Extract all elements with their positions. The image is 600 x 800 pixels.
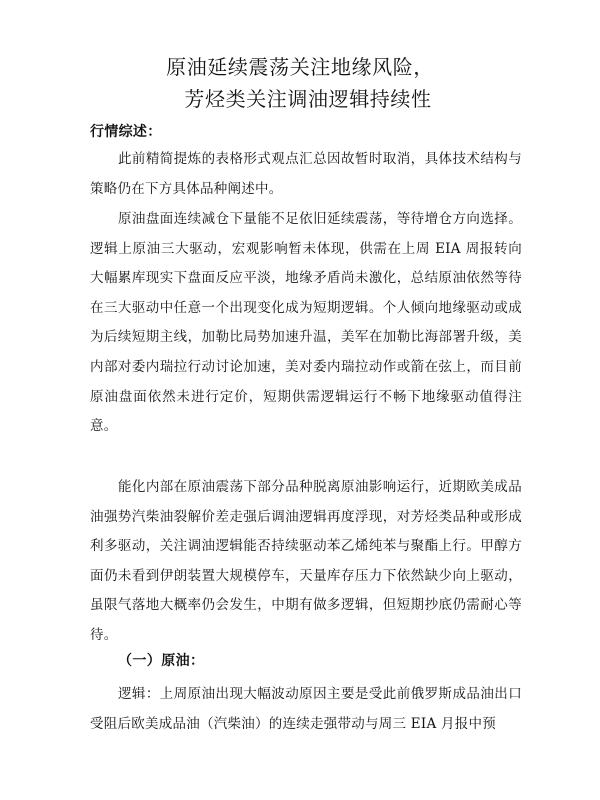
paragraph-intro: 此前精简提炼的表格形式观点汇总因故暂时取消，具体技术结构与策略仍在下方具体品种阐述中。: [90, 151, 522, 197]
document-title-line-1: 原油延续震荡关注地缘风险，: [166, 55, 434, 79]
document-title-line-2: 芳烃类关注调油逻辑持续性: [184, 87, 432, 111]
sub-heading-crude-oil: （一）原油：: [118, 653, 205, 669]
paragraph-crude-oil-logic: 逻辑：上周原油出现大幅波动原因主要是受此前俄罗斯成品油出口受阻后欧美成品油（汽柴油）的连续走强带动与周三 EIA 月报中预: [90, 686, 522, 732]
paragraph-crude-oil-overview: 原油盘面连续减仓下量能不足依旧延续震荡，等待增仓方向选择。逻辑上原油三大驱动，宏观影响暂未体现，供需在上周 EIA 周报转向大幅累库现实下盘面反应平淡，地缘矛盾尚未激化，总结原油依然等待在三大驱动中任意一个出现变化成为短期逻辑。个人倾向地缘驱动或成为后续短期主线，加勒比局势加速升温，美军在加勒比海部署升级，美内部对委内瑞拉行动讨论加速，美对委内瑞拉动作或箭在弦上，而目前原油盘面依然未进行定价，短期供需逻辑运行不畅下地缘驱动值得注意。: [90, 211, 522, 435]
paragraph-energy-chemicals: 能化内部在原油震荡下部分品种脱离原油影响运行，近期欧美成品油强势汽柴油裂解价差走强后调油逻辑再度浮现，对芳烃类品种或形成利多驱动，关注调油逻辑能否持续驱动苯乙烯纯苯与聚酯上行。甲醇方面仍未看到伊朗装置大规模停车，天量库存压力下依然缺少向上驱动，虽限气落地大概率仍会发生，中期有做多逻辑，但短期抄底仍需耐心等待。: [90, 479, 522, 643]
section-heading-market-summary: 行情综述：: [90, 124, 162, 140]
